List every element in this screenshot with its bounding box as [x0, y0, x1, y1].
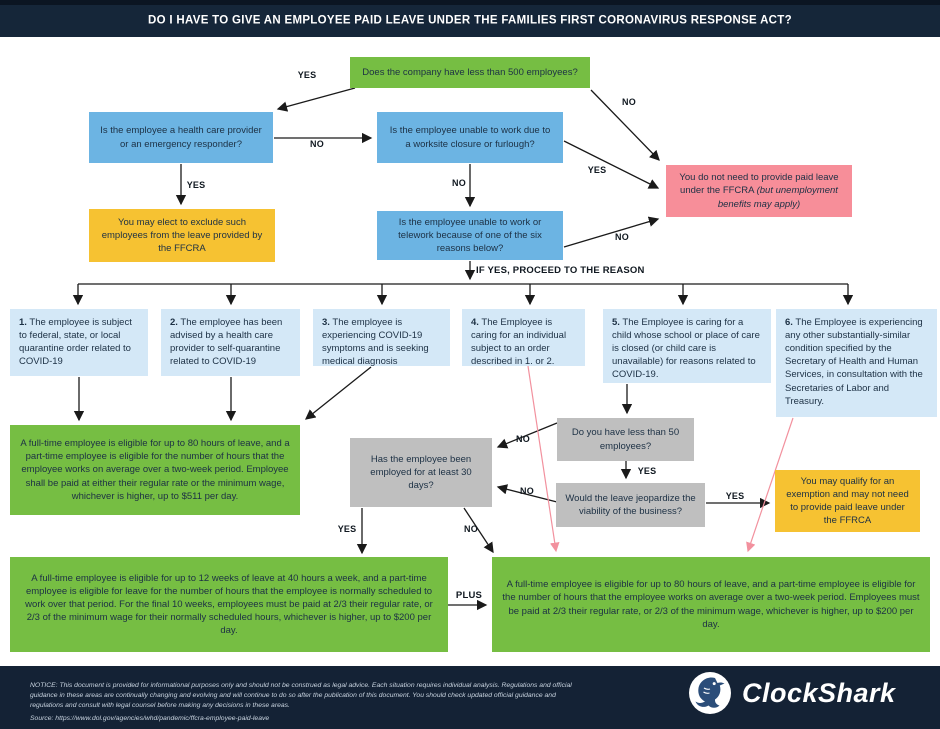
edge-label-less50-no: NO	[516, 434, 530, 444]
reason-6-number: 6.	[785, 317, 793, 328]
clockshark-logo-text: ClockShark	[742, 677, 896, 708]
node-eligible-511	[10, 425, 300, 515]
node-eighty-hours	[492, 557, 930, 652]
node-employed-30-days-text: Has the employee been employed for at least 30 days?	[370, 453, 472, 492]
no-paid-leave-italic: (but unemployment benefits may apply)	[717, 185, 838, 210]
node-twelve-weeks	[10, 557, 448, 652]
node-unable-telework	[377, 211, 563, 260]
reason-box-3	[313, 309, 450, 366]
reason-box-5	[603, 309, 771, 383]
page-title: DO I HAVE TO GIVE AN EMPLOYEE PAID LEAVE UNDER THE FAMILIES FIRST CORONAVIRUS RESPONSE ACT?	[148, 13, 792, 27]
footer-source: Source: https://www.dol.gov/agencies/whd/pandemic/ffcra-employee-paid-leave	[30, 714, 270, 722]
reason-1-number: 1.	[19, 317, 27, 328]
reason-4-text	[471, 316, 577, 368]
edge-label-start-yes: YES	[297, 70, 317, 80]
node-jeopardize-viability-text: Would the leave jeopardize the viability of the business?	[565, 492, 696, 517]
edge-label-plus: PLUS	[455, 590, 483, 601]
reason-4-number: 4.	[471, 317, 479, 328]
edge-label-proceed: IF YES, PROCEED TO THE REASON	[476, 265, 645, 276]
edge-label-healthcare-yes: YES	[186, 180, 206, 190]
node-no-paid-leave-text	[675, 171, 843, 210]
node-eligible-511-text: A full-time employee is eligible for up to 80 hours of leave, and a part-time employee is eligible for the number of hours that the employee works on average over a two-week period. Employee shall be paid at either their regular rate or the minimum wage, whichever is higher, up to $511 per day.	[20, 438, 290, 502]
reason-2-number: 2.	[170, 317, 178, 328]
footer-notice: NOTICE: This document is provided for informational purposes only and should not be construed as legal advice. Each situation requires individual analysis. Regulations and official guidance in these areas are continually changing and evolving and will continue to do so after the publication of this document. You should check updated official guidance and regulations and consult with legal counsel before making any decisions in these areas.	[30, 681, 572, 709]
edge-label-employed-no: NO	[464, 524, 478, 534]
node-healthcare-provider	[89, 112, 273, 163]
reason-4-body: The Employee is caring for an individual subject to an order described in 1. or 2.	[471, 317, 567, 368]
node-twelve-weeks-text: A full-time employee is eligible for up to 12 weeks of leave at 40 hours a week, and a part-time employee is eligible for leave for the number of hours that the employee is normally scheduled to work over that period. For the final 10 weeks, employees must be paid at 2/3 their regular rate, or 2/3 of the minimum wage for their normally scheduled hours, whichever is higher, up to $200 per day.	[25, 572, 433, 637]
reason-3-text	[322, 316, 442, 368]
reason-6-body: The Employee is experiencing any other substantially-similar condition specified by the Secretary of Health and Human Services, in consultation with the Secretaries of Labor and Treasury.	[785, 317, 923, 407]
edge-label-employed-yes: YES	[337, 524, 357, 534]
edge-label-worksite-yes: YES	[587, 165, 607, 175]
reason-1-body: The employee is subject to federal, state, or local quarantine order related to COVID-19	[19, 317, 132, 368]
edge-label-worksite-no: NO	[452, 178, 466, 188]
edge-label-healthcare-no: NO	[310, 139, 324, 149]
reason-3-body: The employee is experiencing COVID-19 symptoms and is seeking medical diagnosis	[322, 317, 429, 368]
reason-3-number: 3.	[322, 317, 330, 328]
edge-label-less50-yes: YES	[637, 466, 657, 476]
footer-bar	[0, 666, 940, 729]
no-paid-leave-main: You do not need to provide paid leave under the FFCRA	[679, 172, 839, 197]
node-exemption	[775, 470, 920, 532]
reason-box-2	[161, 309, 300, 376]
reason-5-text	[612, 316, 763, 382]
reason-1-text	[19, 316, 140, 368]
node-may-exclude	[89, 209, 275, 262]
clockshark-shark-icon	[688, 671, 732, 715]
edge-label-start-no: NO	[622, 97, 636, 107]
node-eighty-hours-text: A full-time employee is eligible for up to 80 hours of leave, and a part-time employee is eligible for the number of hours that the employee works on average over a two-week period. Employees must be paid at 2/3 their regular rate, or 2/3 of the minimum wage, whichever is higher, up to $200 per day.	[502, 579, 920, 630]
edge-label-jeopardize-yes: YES	[725, 491, 745, 501]
clockshark-logo	[688, 671, 896, 715]
reason-box-1	[10, 309, 148, 376]
node-jeopardize-viability	[556, 483, 705, 527]
edge-label-telework-no: NO	[615, 232, 629, 242]
reason-2-text	[170, 316, 292, 368]
node-company-size-text: Does the company have less than 500 employees?	[362, 66, 578, 78]
node-less-50-employees	[557, 418, 694, 461]
title-bar	[0, 0, 940, 37]
node-worksite-closure-text: Is the employee unable to work due to a worksite closure or furlough?	[389, 125, 551, 150]
node-may-exclude-text: You may elect to exclude such employees from the leave provided by the FFCRA	[101, 216, 263, 255]
edge-label-jeopardize-no: NO	[520, 486, 534, 496]
reason-6-text	[785, 316, 929, 408]
node-unable-telework-text: Is the employee unable to work or telework because of one of the six reasons below?	[398, 216, 542, 255]
node-exemption-text: You may qualify for an exemption and may not need to provide paid leave under the FFRCA	[786, 475, 909, 527]
node-healthcare-provider-text: Is the employee a health care provider or an emergency responder?	[100, 125, 262, 150]
node-worksite-closure	[377, 112, 563, 163]
reason-5-number: 5.	[612, 317, 620, 328]
node-company-size	[350, 57, 590, 88]
reason-2-body: The employee has been advised by a health care provider to self-quarantine related to COVID-19	[170, 317, 283, 368]
node-no-paid-leave	[666, 165, 852, 217]
reason-5-body: The Employee is caring for a child whose school or place of care is closed (or child care is unavailable) for reasons related to COVID-19.	[612, 317, 760, 381]
reason-box-6	[776, 309, 937, 417]
node-employed-30-days	[350, 438, 492, 507]
node-less-50-employees-text: Do you have less than 50 employees?	[571, 427, 680, 452]
reason-box-4	[462, 309, 585, 366]
